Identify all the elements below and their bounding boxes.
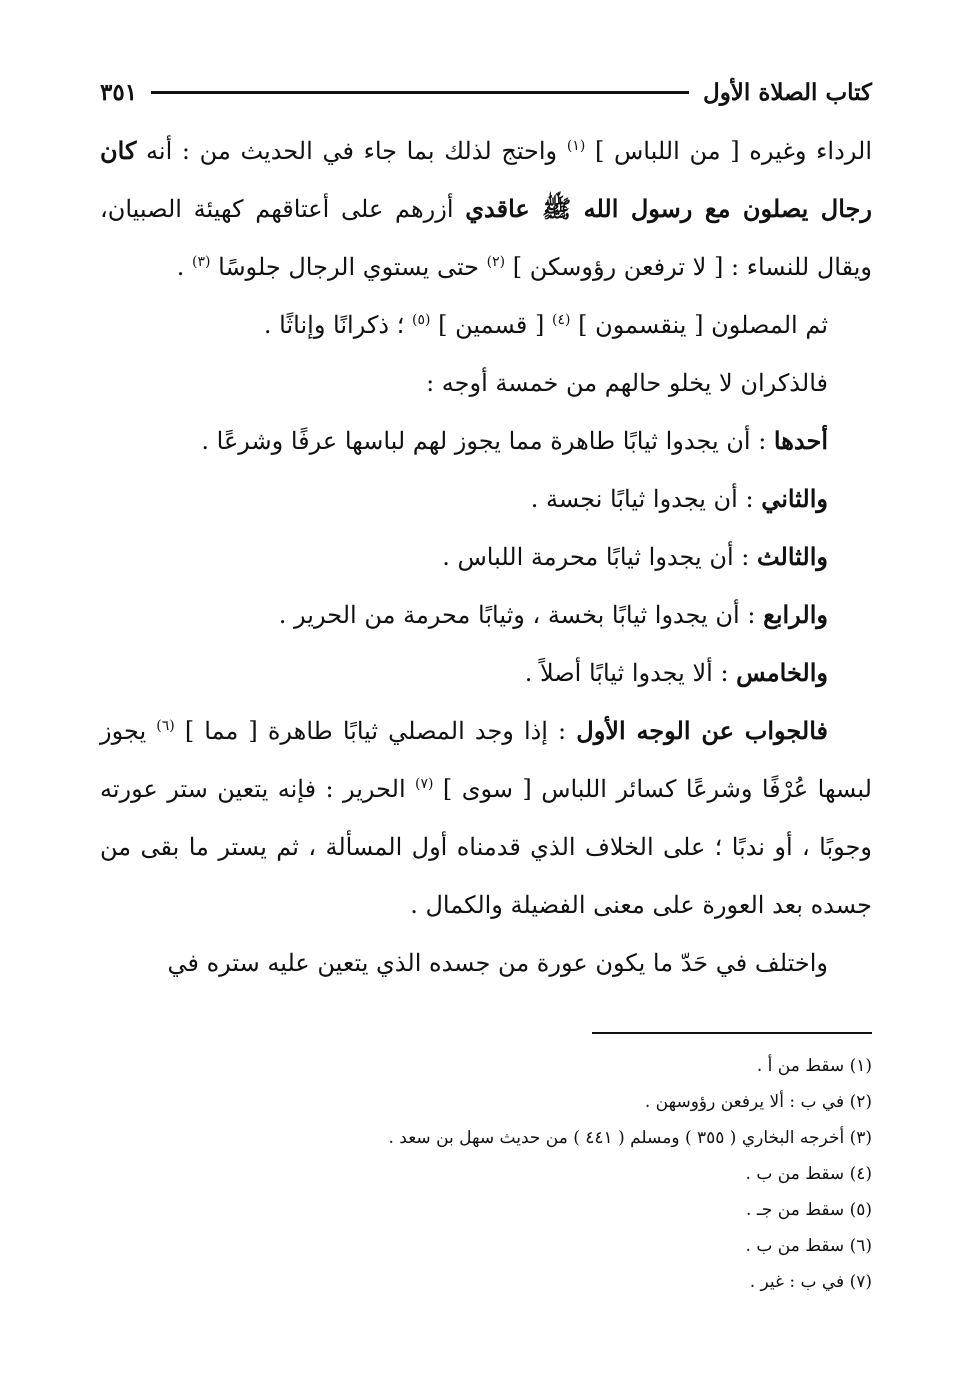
book-page	[100, 70, 872, 1300]
text-run: الحرير : فإنه يتعين ستر عورته وجوبًا ، أو ندبًا ؛ على الخلاف الذي قدمناه أول المسألة ، ثم يستر ما بقى من جسده بعد العورة على معنى الفضيلة والكمال .	[100, 775, 872, 919]
text-run: الرداء وغيره [ من اللباس ]	[594, 137, 872, 165]
footnotes-list	[100, 1048, 872, 1300]
case-text: : أن يجدوا ثيابًا طاهرة مما يجوز لهم لباسها عرفًا وشرعًا .	[201, 427, 774, 455]
footnote-ref: (٧)	[415, 776, 434, 792]
text-run: [ قسمين ]	[438, 311, 545, 339]
paragraph-3: فالذكران لا يخلو حالهم من خمسة أوجه :	[426, 369, 828, 397]
header-rule	[151, 91, 689, 94]
text-run: واحتج لذلك بما جاء في الحديث من : أنه	[136, 137, 558, 165]
case-text: : ألا يجدوا ثيابًا أصلاً .	[524, 659, 737, 687]
case-text: : أن يجدوا ثيابًا محرمة اللباس .	[442, 543, 757, 571]
case-label: والخامس	[736, 658, 828, 687]
footnote-ref: (٦)	[156, 718, 175, 734]
case-text: : أن يجدوا ثيابًا بخسة ، وثيابًا محرمة من الحرير .	[278, 601, 764, 629]
bold-text: كان رجال يصلون مع رسول الله ﷺ عاقدي	[100, 136, 872, 223]
text-run: أزرهم على أعتاقهم كهيئة الصبيان، ويقال للنساء : [ لا ترفعن رؤوسكن ]	[100, 195, 872, 281]
case-label: والثاني	[761, 484, 828, 513]
footnote: (٣) أخرجه البخاري ( ٣٥٥ ) ومسلم ( ٤٤١ ) من حديث سهل بن سعد .	[388, 1128, 872, 1148]
footnote-ref: (٢)	[486, 254, 506, 270]
text-run: .	[176, 253, 185, 281]
running-header	[100, 70, 872, 114]
footnote: (١) سقط من أ .	[756, 1056, 872, 1076]
footnote: (٧) في ب : غير .	[749, 1272, 872, 1292]
case-text: : أن يجدوا ثيابًا نجسة .	[530, 485, 762, 513]
text-run: يجوز لبسها عُرْفًا وشرعًا كسائر اللباس [ سوى ]	[100, 717, 872, 803]
case-label: أحدها	[773, 426, 828, 455]
text-run: ثم المصلون [ ينقسمون ]	[578, 311, 828, 339]
text-run: : إذا وجد المصلي ثيابًا طاهرة [ مما ]	[184, 717, 567, 745]
text-run: حتى يستوي الرجال جلوسًا	[218, 253, 480, 281]
case-label: والرابع	[763, 600, 828, 629]
footnote-divider	[592, 1032, 872, 1034]
bold-text: فالجواب عن الوجه الأول	[576, 716, 828, 745]
case-label: والثالث	[756, 542, 828, 571]
paragraph-2	[100, 296, 872, 354]
footnote: (٢) في ب : ألا يرفعن رؤوسهن .	[644, 1092, 872, 1112]
footnote: (٦) سقط من ب .	[745, 1236, 872, 1256]
footnote-ref: (٤)	[551, 312, 571, 328]
footnote: (٥) سقط من جـ .	[746, 1200, 872, 1220]
paragraph-5: واختلف في حَدّ ما يكون عورة من جسده الذي يتعين عليه ستره في	[167, 949, 828, 977]
footnote: (٤) سقط من ب .	[745, 1164, 872, 1184]
case-1	[100, 412, 872, 470]
header-title: كتاب الصلاة الأول	[702, 78, 872, 106]
case-4	[100, 586, 872, 644]
page-number: ٣٥١	[100, 78, 138, 106]
case-2	[100, 470, 872, 528]
case-5	[100, 644, 872, 702]
case-3	[100, 528, 872, 586]
text-run: ؛ ذكرانًا وإناثًا .	[263, 311, 405, 339]
paragraph-4	[100, 702, 872, 934]
footnote-ref: (٣)	[192, 254, 211, 270]
footnote-ref: (١)	[566, 138, 586, 154]
paragraph-1	[100, 122, 872, 296]
footnote-ref: (٥)	[411, 312, 431, 328]
